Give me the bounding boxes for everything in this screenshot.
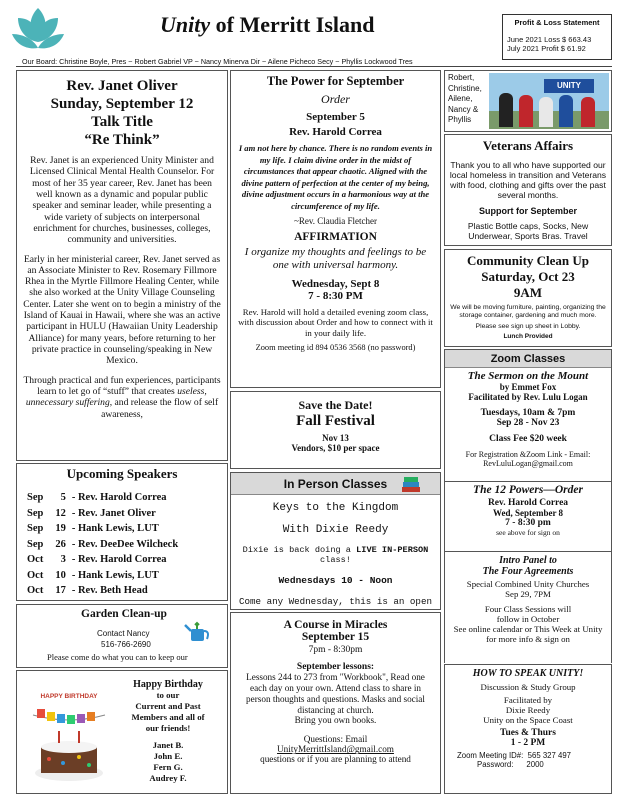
board-photo <box>489 73 609 129</box>
schedule-speaker: - Rev. Janet Oliver <box>71 507 156 519</box>
speak-zoom <box>449 751 607 760</box>
twelve-powers <box>445 482 611 552</box>
speaker-date: Sunday, September 12 <box>50 96 194 112</box>
cleanup-date: Saturday, Oct 23 <box>481 269 575 284</box>
schedule-day: 5 <box>60 492 66 503</box>
schedule-day: 19 <box>55 523 66 534</box>
speaker-name: Rev. Janet Oliver <box>66 78 178 94</box>
bday-line-1: Happy Birthday <box>133 679 203 690</box>
acim-title: A Course in Miracles <box>283 619 388 631</box>
zoom-header <box>445 350 611 368</box>
bday-name-4: Audrey F. <box>149 773 187 783</box>
sermon-fee: Class Fee $20 week <box>489 434 567 444</box>
bday-name-1: Janet B. <box>152 740 184 750</box>
speaker-feature <box>16 70 228 461</box>
page-title <box>160 12 374 38</box>
sermon-when: Tuesdays, 10am & 7pm <box>480 408 576 418</box>
agreements-date: Sep 29, 7PM <box>505 589 551 599</box>
acim-email-link[interactable]: UnityMerrittIsland@gmail.com <box>277 744 394 755</box>
keys-come: Come any Wednesday, this is an open <box>239 596 432 607</box>
keys-time: Wednesdays 10 - Noon <box>278 575 393 586</box>
schedule-day: 26 <box>55 538 66 550</box>
bday-name-3: Fern G. <box>153 762 183 772</box>
upcoming-speakers <box>16 463 228 601</box>
schedule-speaker <box>70 600 180 602</box>
power-for-september <box>230 70 441 388</box>
speak-where: Unity on the Space Coast <box>483 715 573 725</box>
photo-banner: UNITY <box>544 79 594 93</box>
sermon-title: The Sermon on the Mount <box>467 370 589 382</box>
agreements-note-1: Four Class Sessions will <box>484 604 572 614</box>
power-date: September 5 <box>306 111 365 123</box>
bio-3a: Through practical and fun experiences, participants learn to let go of “stuff” that creates <box>23 374 221 397</box>
keys-with: With Dixie Reedy <box>282 524 389 536</box>
schedule-row <box>25 584 180 598</box>
schedule-row <box>25 491 180 505</box>
agreements-note-2: follow in October <box>496 614 560 624</box>
four-agreements <box>445 552 611 648</box>
bio-3c: , and release the flow of self awareness, <box>101 397 219 420</box>
desc-b: LIVE IN-PERSON <box>356 545 429 555</box>
power-quote: I am not here by chance. There is no random events in my life. I claim divine order in the midst of circumstances that appear chaotic. Aligned with the divine pattern of perfection at the center of my being, divine adjustment occurs in a harmonious way at the circumference of my life. <box>238 143 433 211</box>
power-word: Order <box>321 92 350 106</box>
agreements-note-3: See online calendar or This Week at Unity for more info & sign on <box>453 624 603 645</box>
agreements-sub: Special Combined Unity Churches <box>466 579 590 589</box>
in-person-header-text: In Person Classes <box>283 477 388 491</box>
schedule-month: Sep <box>27 492 44 503</box>
bday-line-5: our friends! <box>145 723 191 733</box>
festival-line-2: Fall Festival <box>296 413 375 429</box>
sermon-fac: Facilitated by Rev. Lulu Logan <box>468 392 588 402</box>
birthday-box <box>16 670 228 794</box>
schedule-day: 17 <box>55 585 66 596</box>
speak-time: 1 - 2 PM <box>510 738 546 748</box>
sermon-by: by Emmet Fox <box>499 382 557 392</box>
cleanup-text: We will be moving furniture, painting, organizing the storage container, gardening and much more. <box>450 304 606 320</box>
title-italic: Unity <box>160 12 211 37</box>
photo-name-1: Robert, <box>448 73 475 82</box>
schedule-day: 10 <box>55 569 66 581</box>
power-speaker: Rev. Harold Correa <box>289 126 382 138</box>
class-desc: Rev. Harold will hold a detailed evening zoom class, with discussion about Order and how to connect with it in your daily life. <box>238 306 433 338</box>
schedule-month: Sep <box>27 523 44 534</box>
schedule-speaker: - Rev. Beth Head <box>71 585 148 596</box>
photo-caption <box>448 73 482 126</box>
schedule-day: 3 <box>60 554 66 565</box>
schedule-month: Sep <box>27 507 44 519</box>
talk-label: Talk Title <box>91 114 153 130</box>
schedule-row <box>25 538 180 552</box>
cleanup-signup: Please see sign up sheet in Lobby. <box>475 323 581 331</box>
speaker-bio-1: Rev. Janet is an experienced Unity Minister and Licensed Clinical Mental Health Counselor. For most of her 35 year career, Rev. Janet has been well known as a dynamic and popular public speaker and seminar leader, while presenting a wide variety of subjects on interpersonal enrichment for churches, businesses, colleges, community and universities. <box>29 155 215 246</box>
bday-line-3: Current and Past <box>135 701 201 711</box>
agreements-title-1: Intro Panel to <box>499 555 557 566</box>
schedule-month: Oct <box>27 585 44 596</box>
in-person-classes <box>230 472 441 610</box>
veterans-support: Support for September <box>478 205 577 216</box>
password-value: 2000 <box>526 760 544 769</box>
bday-name-2: John E. <box>153 751 183 761</box>
fall-festival <box>230 391 441 469</box>
schedule-day <box>47 600 68 602</box>
veterans-affairs <box>444 134 612 246</box>
speaker-bio-2: Early in her ministerial career, Rev. Janet served as an Associate Minister to Rev. Rosemary Fillmore Rhea in the Myrtle Fillmore Healing Center, while she also worked at the Unity Village Counseling Center. Later she went on to begin a ministry of the Island of Kauai in Hawaii, where she was an active participant in HULU (Hawaiian Unity Leadership Alliance) for many years, before returning to her private practice in counseling/speaking in New Mexico. <box>23 253 221 367</box>
pl-row-june: June 2021 Loss $ 663.43 <box>507 35 592 44</box>
speak-days: Tues & Thurs <box>500 728 556 738</box>
acim-plan: questions or if you are planning to attend <box>260 754 411 765</box>
books-icon <box>401 475 421 493</box>
birthday-message <box>113 679 223 784</box>
photo-name-4: Nancy & <box>448 104 479 114</box>
lotus-icon <box>10 4 66 56</box>
powers-note: see above for sign on <box>496 528 560 537</box>
cleanup-time: 9AM <box>513 285 543 300</box>
photo-name-5: Phyllis <box>448 115 472 124</box>
schedule-month: Oct <box>27 554 44 565</box>
sermon-on-mount <box>445 368 611 482</box>
profit-loss-box <box>502 14 612 60</box>
acim-questions: Questions: Email <box>303 734 368 745</box>
speaker-bio-3 <box>23 375 221 420</box>
acim-time: 7pm - 8:30pm <box>308 645 363 655</box>
acim-books: Bring you own books. <box>294 715 377 726</box>
talk-title: “Re Think” <box>84 132 160 148</box>
cake-banner-text: HAPPY BIRTHDAY <box>40 693 98 700</box>
watering-can-icon <box>183 619 211 645</box>
board-line: Our Board: Christine Boyle, Pres ~ Robert Gabriel VP ~ Nancy Minerva Dir ~ Ailene Picheco Secy ~ Phyllis Lockwood Tres <box>22 57 413 66</box>
speak-sub: Discussion & Study Group <box>480 682 576 692</box>
keys-title: Keys to the Kingdom <box>272 502 399 514</box>
garden-phone: 516-766-2690 <box>101 640 151 649</box>
schedule-speaker: - Rev. DeeDee Wilcheck <box>71 538 179 550</box>
board-photo-box <box>444 70 612 132</box>
veterans-items: Plastic Bottle caps, Socks, New Underwear, Sports Bras. Travel <box>467 220 589 241</box>
veterans-title: Veterans Affairs <box>482 138 574 153</box>
desc-c: class! <box>320 555 351 565</box>
speak-fac: Facilitated by <box>503 695 553 705</box>
schedule-month: Sep <box>27 538 44 550</box>
powers-time: 7 - 8:30 pm <box>505 518 551 528</box>
zoom-meeting-id: Zoom meeting id 894 0536 3568 (no password) <box>255 343 416 353</box>
password-label: Password: <box>477 760 514 769</box>
speak-who: Dixie Reedy <box>505 705 551 715</box>
schedule-row <box>25 553 180 567</box>
how-to-speak-unity <box>444 664 612 794</box>
schedule-month: Oct <box>27 569 44 581</box>
garden-contact: Contact Nancy <box>97 629 150 638</box>
bio-3b: useless, unnecessary suffering <box>25 385 207 409</box>
speak-password <box>449 760 607 769</box>
garden-cleanup <box>16 604 228 668</box>
zoom-id-value: 565 327 497 <box>527 751 572 760</box>
photo-name-3: Ailene, <box>448 94 473 103</box>
festival-line-1: Save the Date! <box>298 398 373 412</box>
powers-title: The 12 Powers—Order <box>473 484 583 496</box>
powers-date: Wed, September 8 <box>492 508 564 518</box>
upcoming-title: Upcoming Speakers <box>66 466 178 481</box>
schedule-speaker: - Hank Lewis, LUT <box>71 569 159 581</box>
acim-lessons-title: September lessons: <box>296 662 375 672</box>
schedule-day: 12 <box>55 507 66 519</box>
schedule-row <box>25 507 180 521</box>
class-time: 7 - 8:30 PM <box>308 289 363 302</box>
schedule-row <box>25 522 180 536</box>
community-cleanup <box>444 249 612 347</box>
schedule-row <box>25 569 180 583</box>
zoom-id-label: Zoom Meeting ID#: <box>457 751 524 760</box>
schedule-row <box>25 600 180 602</box>
speaker-schedule <box>23 489 182 601</box>
title-rest: of Merritt Island <box>210 12 375 37</box>
pl-row-july: July 2021 Profit $ 61.92 <box>507 44 586 53</box>
schedule-speaker: - Rev. Harold Correa <box>71 554 167 565</box>
power-title: The Power for September <box>266 74 405 88</box>
festival-date: Nov 13 <box>322 433 349 443</box>
garden-note: Please come do what you can to keep our <box>47 652 188 662</box>
garden-title: Garden Clean-up <box>81 608 167 620</box>
agreements-title-2: The Four Agreements <box>482 566 574 577</box>
schedule-speaker: - Rev. Harold Correa <box>71 492 167 503</box>
power-attrib: ~Rev. Claudia Fletcher <box>293 216 377 226</box>
cleanup-lunch: Lunch Provided <box>503 333 553 341</box>
affirmation-text: I organize my thoughts and feelings to be one with universal harmony. <box>244 246 427 271</box>
desc-a: Dixie is back doing a <box>242 545 357 555</box>
speak-title: HOW TO SPEAK UNITY! <box>472 668 584 679</box>
course-in-miracles <box>230 612 441 794</box>
acim-lessons: Lessons 244 to 273 from "Workbook", Read one each day on your own. Attend class to share in person thoughts and questions. Masks and social distancing at church. <box>246 672 425 715</box>
zoom-classes <box>444 349 612 663</box>
header-rule <box>16 66 612 67</box>
class-date: Wednesday, Sept 8 <box>291 277 380 290</box>
sermon-registration: For Registration &Zoom Link - Email: RevLuluLogan@gmail.com <box>465 450 591 469</box>
festival-vendors: Vendors, $10 per space <box>291 443 380 453</box>
bday-line-2: to our <box>156 690 180 700</box>
veterans-text: Thank you to all who have supported our local homeless in transition and Veterans with food, clothing and gifts over the past several months. <box>449 160 607 201</box>
pl-title: Profit & Loss Statement <box>514 18 600 27</box>
keys-desc <box>231 545 440 565</box>
acim-date: September 15 <box>301 631 370 643</box>
zoom-header-text: Zoom Classes <box>490 353 566 365</box>
affirmation-title: AFFIRMATION <box>294 231 377 243</box>
birthday-cake-image <box>29 685 109 785</box>
cleanup-title: Community Clean Up <box>466 253 590 268</box>
schedule-month <box>25 600 45 602</box>
photo-name-2: Christine, <box>448 83 482 93</box>
unity-logo <box>10 4 66 56</box>
powers-by: Rev. Harold Correa <box>487 498 569 508</box>
sermon-dates: Sep 28 - Nov 23 <box>496 418 560 428</box>
schedule-speaker: - Hank Lewis, LUT <box>71 523 159 534</box>
bday-line-4: Members and all of <box>131 712 205 722</box>
